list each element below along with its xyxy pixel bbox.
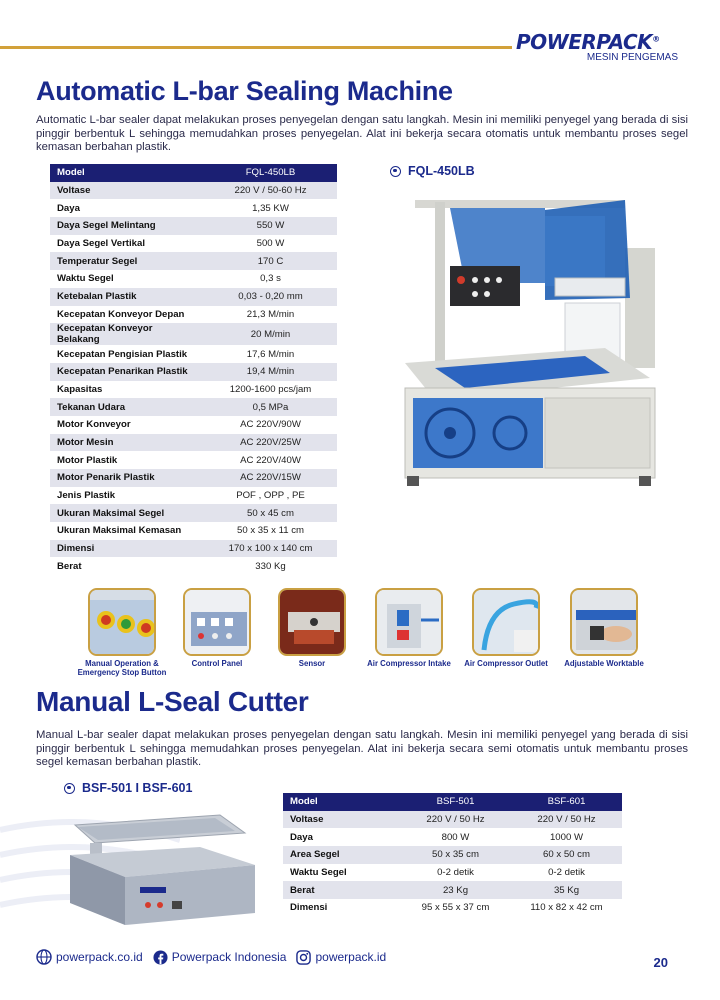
spec-value: 0,03 - 0,20 mm: [204, 288, 337, 306]
table-row: [50, 270, 337, 288]
spec-value: 170 C: [204, 252, 337, 270]
feature-thumbnail: [88, 588, 156, 656]
spec-value: 220 V / 50-60 Hz: [204, 182, 337, 200]
spec-value: 220 V / 50 Hz: [400, 811, 511, 829]
spec-value: BSF-501: [400, 793, 511, 811]
spec-label: Ukuran Maksimal Kemasan: [50, 522, 204, 540]
table-row: [50, 323, 337, 345]
spec-value: 21,3 M/min: [204, 306, 337, 324]
spec-label: Jenis Plastik: [50, 487, 204, 505]
spec-label: Berat: [283, 881, 400, 899]
spec-label: Motor Konveyor: [50, 416, 204, 434]
spec-value: AC 220V/90W: [204, 416, 337, 434]
page-number: 20: [653, 955, 668, 970]
control-panel-icon: [185, 590, 251, 656]
spec-label: Dimensi: [50, 540, 204, 558]
table-row: [50, 540, 337, 558]
spec-value: 95 x 55 x 37 cm: [400, 899, 511, 917]
feature-thumbnail: [472, 588, 540, 656]
spec-value: 17,6 M/min: [204, 345, 337, 363]
table-row: [50, 235, 337, 253]
spec-value: 1,35 KW: [204, 199, 337, 217]
spec-value: AC 220V/40W: [204, 451, 337, 469]
table-row: [50, 182, 337, 200]
table-row: [50, 469, 337, 487]
feature-caption: Adjustable Worktable: [564, 659, 644, 668]
header-rule: [0, 46, 512, 49]
spec-value: 330 Kg: [204, 557, 337, 575]
table-row: [50, 288, 337, 306]
spec-value: 1200-1600 pcs/jam: [204, 381, 337, 399]
footer-website[interactable]: powerpack.co.id: [36, 949, 143, 965]
worktable-icon: [572, 590, 638, 656]
sensor-icon: [280, 590, 346, 656]
table-row: [283, 899, 622, 917]
feature-thumbnail: [183, 588, 251, 656]
spec-label: Model: [50, 164, 204, 182]
table-row: [50, 252, 337, 270]
spec-label: Kecepatan Konveyor Depan: [50, 306, 204, 324]
spec-label: Area Segel: [283, 846, 400, 864]
facebook-icon: [153, 950, 168, 965]
spec-value: 800 W: [400, 828, 511, 846]
spec-label: Ketebalan Plastik: [50, 288, 204, 306]
spec-value: 220 V / 50 Hz: [511, 811, 622, 829]
table-header-row: [283, 793, 622, 811]
air-intake-icon: [377, 590, 443, 656]
spec-value: 170 x 100 x 140 cm: [204, 540, 337, 558]
target-icon: [390, 166, 401, 177]
table-row: [50, 504, 337, 522]
table-row: [283, 846, 622, 864]
spec-label: Daya Segel Vertikal: [50, 235, 204, 253]
table-row: [283, 881, 622, 899]
bsf-machine-image: [50, 805, 260, 930]
spec-table-fql450lb: [50, 164, 337, 575]
spec-label: Waktu Segel: [283, 864, 400, 882]
model-tag-bsf: BSF-501 I BSF-601: [64, 781, 192, 795]
spec-label: Motor Plastik: [50, 451, 204, 469]
spec-value: 60 x 50 cm: [511, 846, 622, 864]
feature-thumbnail: [278, 588, 346, 656]
table-row: [50, 199, 337, 217]
spec-value: 19,4 M/min: [204, 363, 337, 381]
table-row: [283, 828, 622, 846]
spec-label: Kecepatan Konveyor Belakang: [50, 323, 204, 345]
spec-value: FQL-450LB: [204, 164, 337, 182]
spec-value: 20 M/min: [204, 323, 337, 345]
table-row: [50, 306, 337, 324]
stop-button-icon: [90, 590, 156, 656]
spec-label: Model: [283, 793, 400, 811]
table-row: [50, 557, 337, 575]
spec-label: Motor Penarik Plastik: [50, 469, 204, 487]
table-row: [283, 864, 622, 882]
spec-label: Daya Segel Melintang: [50, 217, 204, 235]
spec-label: Ukuran Maksimal Segel: [50, 504, 204, 522]
footer: [36, 949, 396, 965]
feature-gallery: [77, 588, 662, 678]
spec-value: 550 W: [204, 217, 337, 235]
spec-value: 0-2 detik: [511, 864, 622, 882]
table-row: [50, 487, 337, 505]
fql450lb-machine-image: [395, 188, 665, 493]
spec-label: Kecepatan Pengisian Plastik: [50, 345, 204, 363]
section-title-automatic: Automatic L-bar Sealing Machine: [36, 76, 453, 106]
feature-caption: Control Panel: [191, 659, 243, 668]
spec-value: 0,3 s: [204, 270, 337, 288]
spec-label: Daya: [283, 828, 400, 846]
spec-value: 23 Kg: [400, 881, 511, 899]
spec-label: Daya: [50, 199, 204, 217]
feature-thumbnail: [570, 588, 638, 656]
spec-label: Temperatur Segel: [50, 252, 204, 270]
spec-value: POF , OPP , PE: [204, 487, 337, 505]
spec-value: 50 x 35 cm: [400, 846, 511, 864]
table-row: [50, 345, 337, 363]
spec-value: 35 Kg: [511, 881, 622, 899]
spec-label: Tekanan Udara: [50, 398, 204, 416]
section-title-manual: Manual L-Seal Cutter: [36, 686, 309, 717]
instagram-icon: [296, 950, 311, 965]
table-row: [50, 416, 337, 434]
spec-value: 0-2 detik: [400, 864, 511, 882]
feature-caption: Sensor: [298, 659, 326, 668]
spec-value: 1000 W: [511, 828, 622, 846]
spec-label: Kecepatan Penarikan Plastik: [50, 363, 204, 381]
spec-label: Dimensi: [283, 899, 400, 917]
table-row: [283, 811, 622, 829]
spec-value: 50 x 45 cm: [204, 504, 337, 522]
target-icon: [64, 783, 75, 794]
feature-caption: Air Compressor Outlet: [464, 659, 548, 668]
spec-label: Waktu Segel: [50, 270, 204, 288]
spec-label: Motor Mesin: [50, 434, 204, 452]
table-row: [50, 381, 337, 399]
table-row: [50, 363, 337, 381]
spec-value: 50 x 35 x 11 cm: [204, 522, 337, 540]
spec-value: 110 x 82 x 42 cm: [511, 899, 622, 917]
globe-icon: [36, 949, 52, 965]
table-row: [50, 398, 337, 416]
table-row: [50, 522, 337, 540]
spec-label: Berat: [50, 557, 204, 575]
spec-value: BSF-601: [511, 793, 622, 811]
feature-thumbnail: [375, 588, 443, 656]
air-outlet-icon: [474, 590, 540, 656]
spec-value: 500 W: [204, 235, 337, 253]
feature-caption: Manual Operation & Emergency Stop Button: [77, 659, 167, 677]
spec-value: AC 220V/25W: [204, 434, 337, 452]
spec-label: Voltase: [50, 182, 204, 200]
footer-facebook[interactable]: Powerpack Indonesia: [153, 950, 287, 965]
table-row: [50, 434, 337, 452]
table-row: [50, 451, 337, 469]
spec-value: AC 220V/15W: [204, 469, 337, 487]
tagline: MESIN PENGEMAS: [586, 52, 678, 63]
feature-caption: Air Compressor Intake: [367, 659, 451, 668]
powerpack-logo: POWERPACK® MESIN PENGEMAS: [516, 30, 688, 63]
table-header-row: [50, 164, 337, 182]
model-tag-fql450lb: FQL-450LB: [390, 164, 475, 178]
intro-manual: Manual L-bar sealer dapat melakukan proses penyegelan dengan satu langkah. Mesin ini memiliki penyegel yang berada di sisi pinggir berbentuk L sehingga memudahkan proses penyegelan. Alat ini bekerja secara semi otomatis untuk membantu proses segel kemasan berbahan plastik.: [36, 729, 688, 768]
spec-value: 0,5 MPa: [204, 398, 337, 416]
table-row: [50, 217, 337, 235]
intro-automatic: Automatic L-bar sealer dapat melakukan proses penyegelan dengan satu langkah. Mesin ini memiliki penyegel yang berada di sisi pinggir berbentuk L sehingga memudahkan proses penyegelan. Alat ini bekerja secara otomatis untuk membantu proses segel kemasan berbahan plastik.: [36, 114, 688, 153]
spec-table-bsf: [283, 793, 622, 917]
spec-label: Voltase: [283, 811, 400, 829]
spec-label: Kapasitas: [50, 381, 204, 399]
footer-instagram[interactable]: powerpack.id: [296, 950, 386, 965]
